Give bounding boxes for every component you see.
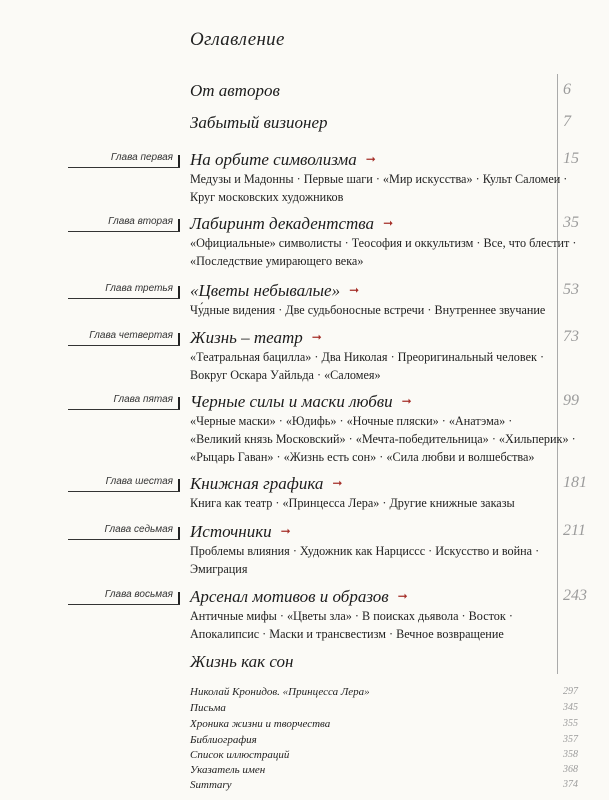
page-number: 374	[563, 779, 578, 790]
page-number: 345	[563, 702, 578, 713]
chapter-label: Глава третья	[68, 283, 180, 299]
appendix-item[interactable]: Указатель имен 368	[190, 764, 578, 776]
chapter-sections: Медузы и Мадонны · Первые шаги · «Мир искусства» · Культ Саломеи · Круг московских художников	[190, 172, 568, 204]
chapter-title: Жизнь – театр ➞	[190, 328, 322, 347]
chapter-sections: «Официальные» символисты · Теософия и оккультизм · Все, что блестит · «Последствие умирающего века»	[190, 236, 577, 268]
appendix-item[interactable]: Summary 374	[190, 779, 578, 791]
chapter-label: Глава пятая	[68, 394, 180, 410]
chapter-sections: «Черные маски» · «Юдифь» · «Ночные пляски» · «Анатэма» · «Великий князь Московский» · «Мечта-победительница» · «Хильперик» · «Рыцарь Гаван» · «Жизнь есть сон» · «Сила любви и волшебства»	[190, 414, 576, 464]
page-number: 368	[563, 764, 578, 775]
page-number: 35	[563, 214, 579, 231]
page-number: 6	[563, 81, 571, 98]
appendix-item[interactable]: Библиография 357	[190, 734, 578, 746]
page-number: 73	[563, 328, 579, 345]
chapter-title: Арсенал мотивов и образов ➞	[190, 587, 408, 606]
page-number: 181	[563, 474, 587, 491]
page-number: 53	[563, 281, 579, 298]
chapter-label: Глава первая	[68, 152, 180, 168]
arrow-right-icon: ➞	[332, 476, 343, 490]
chapter-sections: «Театральная бацилла» · Два Николая · Преоригинальный человек · Вокруг Оскара Уайльда · «Саломея»	[190, 350, 545, 382]
page-number: 211	[563, 522, 586, 539]
page-number: 15	[563, 150, 579, 167]
chapter-title: Черные силы и маски любви ➞	[190, 392, 412, 411]
chapter-label: Глава четвертая	[68, 330, 180, 346]
arrow-right-icon: ➞	[311, 330, 322, 344]
arrow-right-icon: ➞	[280, 524, 291, 538]
entry-title: От авторов	[190, 81, 280, 100]
chapter-title: Книжная графика ➞	[190, 474, 343, 493]
chapter-title: «Цветы небывалые» ➞	[190, 281, 360, 300]
appendix-item[interactable]: Письма 345	[190, 702, 578, 714]
chapter-label: Глава седьмая	[68, 524, 180, 540]
page-number: 99	[563, 392, 579, 409]
chapter-sections: Античные мифы · «Цветы зла» · В поисках дьявола · Восток · Апокалипсис · Маски и трансвестизм · Вечное возвращение	[190, 609, 513, 641]
chapter-label: Глава вторая	[68, 216, 180, 232]
appendix-item[interactable]: Хроника жизни и творчества 355	[190, 718, 578, 730]
page-number: 7	[563, 113, 571, 130]
chapter-sections: Чу́дные видения · Две судьбоносные встречи · Внутреннее звучание	[190, 303, 546, 317]
arrow-right-icon: ➞	[365, 152, 376, 166]
page-number: 355	[563, 718, 578, 729]
entry-title: Жизнь как сон	[190, 652, 294, 671]
chapter-sections: Проблемы влияния · Художник как Нарциссс · Искусство и война · Эмиграция	[190, 544, 540, 576]
appendix-item[interactable]: Николай Кронидов. «Принцесса Лера» 297	[190, 686, 578, 698]
arrow-right-icon: ➞	[383, 216, 394, 230]
chapter-label: Глава восьмая	[68, 589, 180, 605]
chapter-sections: Книга как театр · «Принцесса Лера» · Другие книжные заказы	[190, 496, 515, 510]
page-number: 358	[563, 749, 578, 760]
chapter-title: Лабиринт декадентства ➞	[190, 214, 394, 233]
entry-title: Забытый визионер	[190, 113, 328, 132]
page-number-rule	[557, 74, 558, 674]
page-title: Оглавление	[190, 29, 285, 50]
chapter-label: Глава шестая	[68, 476, 180, 492]
page-number: 243	[563, 587, 587, 604]
arrow-right-icon: ➞	[349, 283, 360, 297]
chapter-title: На орбите символизма ➞	[190, 150, 376, 169]
appendix-item[interactable]: Список иллюстраций 358	[190, 749, 578, 761]
page-number: 357	[563, 734, 578, 745]
arrow-right-icon: ➞	[401, 394, 412, 408]
arrow-right-icon: ➞	[397, 589, 408, 603]
page-number: 297	[563, 686, 578, 697]
chapter-title: Источники ➞	[190, 522, 291, 541]
